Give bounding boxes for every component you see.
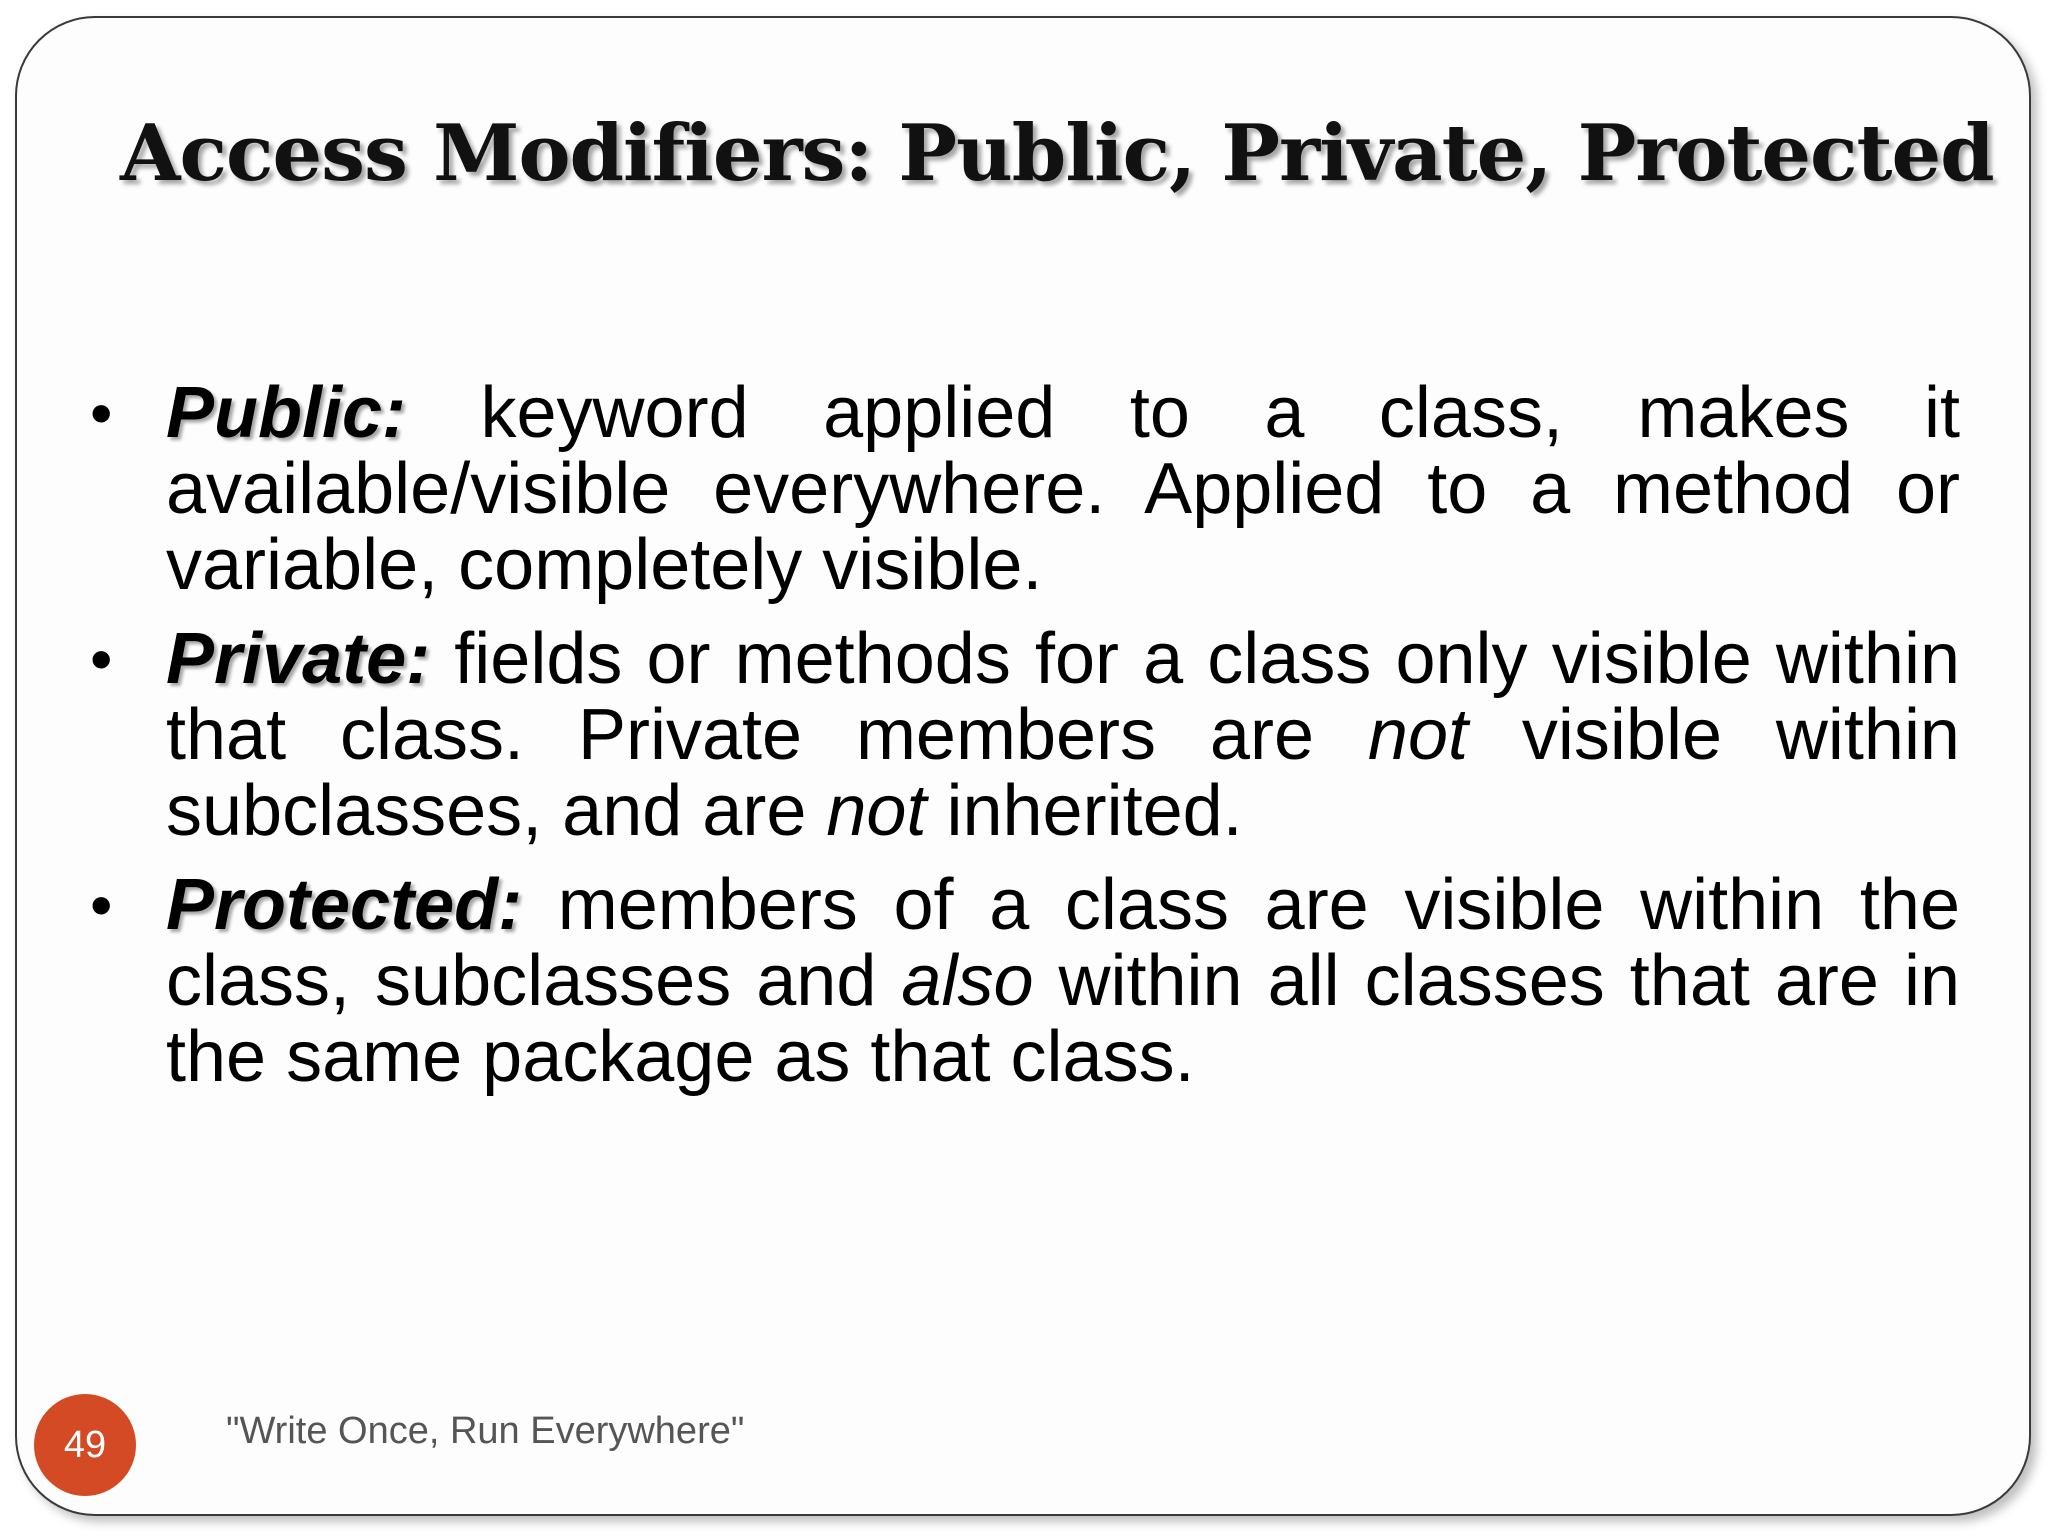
term-private: Private: — [166, 619, 431, 699]
emphasis-text: not — [1367, 695, 1468, 775]
bullet-text: inherited. — [926, 771, 1243, 851]
bullet-text: keyword applied to a class, makes it available/visible everywhere. Applied to a method or variable, completely visible. — [166, 373, 1960, 605]
bullet-text: fields or methods for a class only visible within that class. Private members are — [166, 619, 1960, 775]
footer-text: "Write Once, Run Everywhere" — [226, 1410, 745, 1452]
bullet-text: within all classes that are in the same package as that class. — [166, 941, 1960, 1097]
emphasis-text: not — [826, 771, 927, 851]
emphasis-text: also — [901, 941, 1034, 1021]
bullet-list — [80, 375, 1960, 1113]
bullet-private — [80, 621, 1960, 849]
bullet-public — [80, 375, 1960, 603]
term-public: Public: — [166, 373, 407, 453]
page-number-badge: 49 — [34, 1394, 136, 1496]
bullet-dot-icon: • — [90, 869, 113, 941]
slide-title: Access Modifiers: Public, Private, Protected — [120, 108, 1994, 199]
term-protected: Protected: — [166, 865, 523, 945]
bullet-dot-icon: • — [90, 623, 113, 695]
bullet-text: visible within subclasses, and are — [166, 695, 1960, 851]
bullet-text: members of a class are visible within the class, subclasses and — [166, 865, 1960, 1021]
bullet-dot-icon: • — [90, 377, 113, 449]
bullet-protected — [80, 867, 1960, 1095]
